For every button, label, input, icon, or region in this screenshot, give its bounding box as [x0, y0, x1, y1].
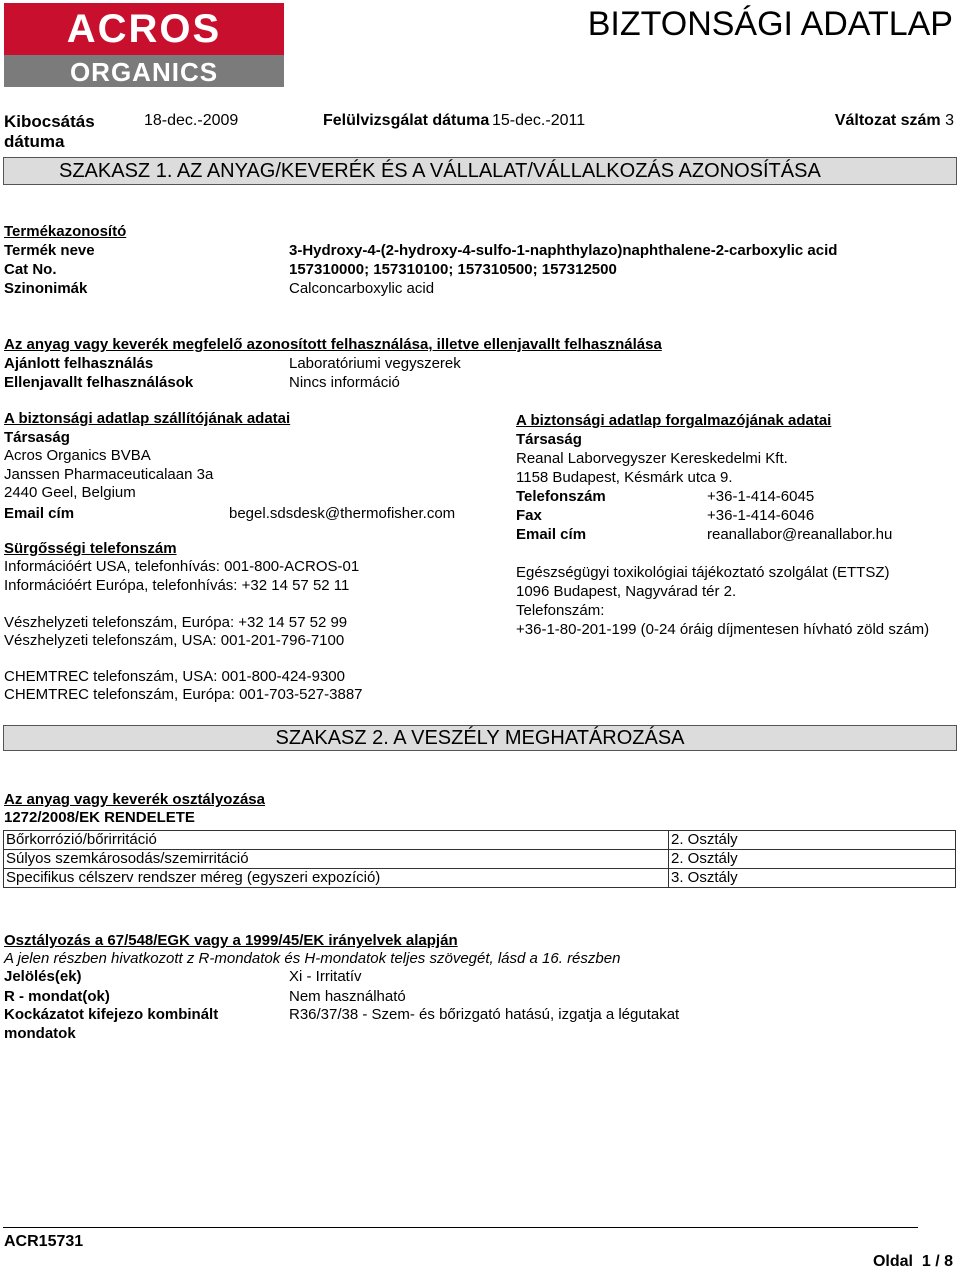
distributor-phone-label: Telefonszám: [516, 488, 606, 505]
cat-no-label: Cat No.: [4, 261, 57, 278]
directive-heading: Osztályozás a 67/548/EGK vagy a 1999/45/EK irányelvek alapján: [4, 932, 458, 949]
section-2-bar: [3, 725, 957, 751]
table-row: [4, 831, 956, 850]
issue-date-label-1: Kibocsátás: [4, 112, 95, 131]
uses-advised-against-value: Nincs információ: [289, 374, 400, 391]
classification-table: [3, 830, 956, 888]
category-cell: 2. Osztály: [669, 850, 956, 869]
section-2-title: SZAKASZ 2. A VESZÉLY MEGHATÁROZÁSA: [275, 727, 685, 749]
chemtrec-europe: CHEMTREC telefonszám, Európa: 001-703-527-3887: [4, 686, 363, 703]
r-phrases-value: Nem használható: [289, 988, 406, 1005]
identified-uses-heading: Az anyag vagy keverék megfelelő azonosított felhasználása, illetve ellenjavallt felhasználása: [4, 336, 662, 353]
r-phrases-label: R - mondat(ok): [4, 988, 110, 1005]
symbol-value: Xi - Irritatív: [289, 968, 362, 985]
distributor-email-label: Email cím: [516, 526, 587, 543]
recommended-use-label: Ajánlott felhasználás: [4, 355, 154, 372]
distributor-company-label: Társaság: [516, 431, 582, 448]
hazard-cell: Súlyos szemkárosodás/szemirritáció: [4, 850, 669, 869]
emergency-phone-heading: Sürgősségi telefonszám: [4, 540, 177, 557]
revision-date-value: 15-dec.-2011: [492, 112, 586, 129]
supplier-email-link[interactable]: begel.sdsdesk@thermofisher.com: [229, 505, 456, 522]
emergency-phone-europe: Vészhelyzeti telefonszám, Európa: +32 14 57 52 99: [4, 614, 348, 631]
issue-date-value: 18-dec.-2009: [144, 112, 239, 129]
product-name-label: Termék neve: [4, 242, 95, 259]
table-row: [4, 850, 956, 869]
emergency-info-europe: Információért Európa, telefonhívás: +32 14 57 52 11: [4, 577, 350, 594]
regulation-label: 1272/2008/EK RENDELETE: [4, 809, 195, 826]
category-cell: 2. Osztály: [669, 831, 956, 850]
supplier-street: Janssen Pharmaceuticalaan 3a: [4, 466, 214, 483]
category-cell: 3. Osztály: [669, 869, 956, 888]
document-code: ACR15731: [4, 1233, 84, 1250]
distributor-phone-value: +36-1-414-6045: [707, 488, 815, 505]
supplier-company-label: Társaság: [4, 429, 70, 446]
page-number: [873, 1253, 953, 1271]
directive-note: A jelen részben hivatkozott z R-mondatok és H-mondatok teljes szövegét, lásd a 16. részben: [4, 950, 621, 967]
classification-heading: Az anyag vagy keverék osztályozása: [4, 791, 265, 808]
supplier-name: Acros Organics BVBA: [4, 447, 151, 464]
product-name-value: 3-Hydroxy-4-(2-hydroxy-4-sulfo-1-naphthylazo)naphthalene-2-carboxylic acid: [289, 242, 838, 259]
hazard-cell: Bőrkorrózió/bőrirritáció: [4, 831, 669, 850]
table-row: [4, 869, 956, 888]
page-label: Oldal: [872, 1253, 913, 1270]
version-number: [835, 112, 954, 130]
page-value: 1 / 8: [921, 1253, 953, 1270]
synonyms-value: Calconcarboxylic acid: [289, 280, 435, 297]
logo-text-organics: ORGANICS: [69, 57, 219, 87]
uses-advised-against-label: Ellenjavallt felhasználások: [4, 374, 194, 391]
recommended-use-value: Laboratóriumi vegyszerek: [289, 355, 461, 372]
distributor-address: 1158 Budapest, Késmárk utca 9.: [516, 469, 733, 486]
version-value: 3: [945, 112, 954, 129]
distributor-fax-label: Fax: [516, 507, 542, 524]
ettsz-phone-label: Telefonszám:: [516, 602, 605, 619]
chemtrec-usa: CHEMTREC telefonszám, USA: 001-800-424-9300: [4, 668, 345, 685]
distributor-heading: A biztonsági adatlap forgalmazójának adatai: [516, 412, 832, 429]
logo-text-acros: ACROS: [66, 7, 222, 51]
footer-rule: [3, 1227, 918, 1228]
hazard-cell: Specifikus célszerv rendszer méreg (egyszeri expozíció): [4, 869, 669, 888]
section-1-bar: [3, 157, 957, 185]
supplier-city: 2440 Geel, Belgium: [4, 484, 136, 501]
document-title: BIZTONSÁGI ADATLAP: [587, 5, 953, 43]
product-identifier-heading: Termékazonosító: [4, 223, 127, 240]
combined-phrases-value: R36/37/38 - Szem- és bőrizgató hatású, izgatja a légutakat: [289, 1006, 680, 1023]
revision-date-label: Felülvizsgálat dátuma: [323, 112, 490, 129]
cat-no-value: 157310000; 157310100; 157310500; 157312500: [289, 261, 617, 278]
supplier-email-label: Email cím: [4, 505, 75, 522]
distributor-email-link[interactable]: reanallabor@reanallabor.hu: [707, 526, 893, 543]
combined-phrases-label-2: mondatok: [4, 1025, 76, 1042]
ettsz-name: Egészségügyi toxikológiai tájékoztató szolgálat (ETTSZ): [516, 564, 890, 581]
ettsz-phone-value: +36-1-80-201-199 (0-24 óráig díjmentesen hívható zöld szám): [516, 621, 930, 638]
synonyms-label: Szinonimák: [4, 280, 88, 297]
distributor-fax-value: +36-1-414-6046: [707, 507, 815, 524]
acros-organics-logo: [4, 3, 284, 87]
section-1-title: SZAKASZ 1. AZ ANYAG/KEVERÉK ÉS A VÁLLALAT/VÁLLALKOZÁS AZONOSÍTÁSA: [59, 160, 821, 182]
ettsz-address: 1096 Budapest, Nagyvárad tér 2.: [516, 583, 737, 600]
emergency-phone-usa: Vészhelyzeti telefonszám, USA: 001-201-796-7100: [4, 632, 345, 649]
distributor-name: Reanal Laborvegyszer Kereskedelmi Kft.: [516, 450, 788, 467]
version-label: Változat szám: [834, 112, 941, 129]
supplier-heading: A biztonsági adatlap szállítójának adatai: [4, 410, 291, 427]
issue-date-label-2: dátuma: [4, 132, 65, 151]
emergency-info-usa: Információért USA, telefonhívás: 001-800-ACROS-01: [4, 558, 360, 575]
combined-phrases-label-1: Kockázatot kifejezo kombinált: [4, 1006, 219, 1023]
symbol-label: Jelölés(ek): [4, 968, 82, 985]
